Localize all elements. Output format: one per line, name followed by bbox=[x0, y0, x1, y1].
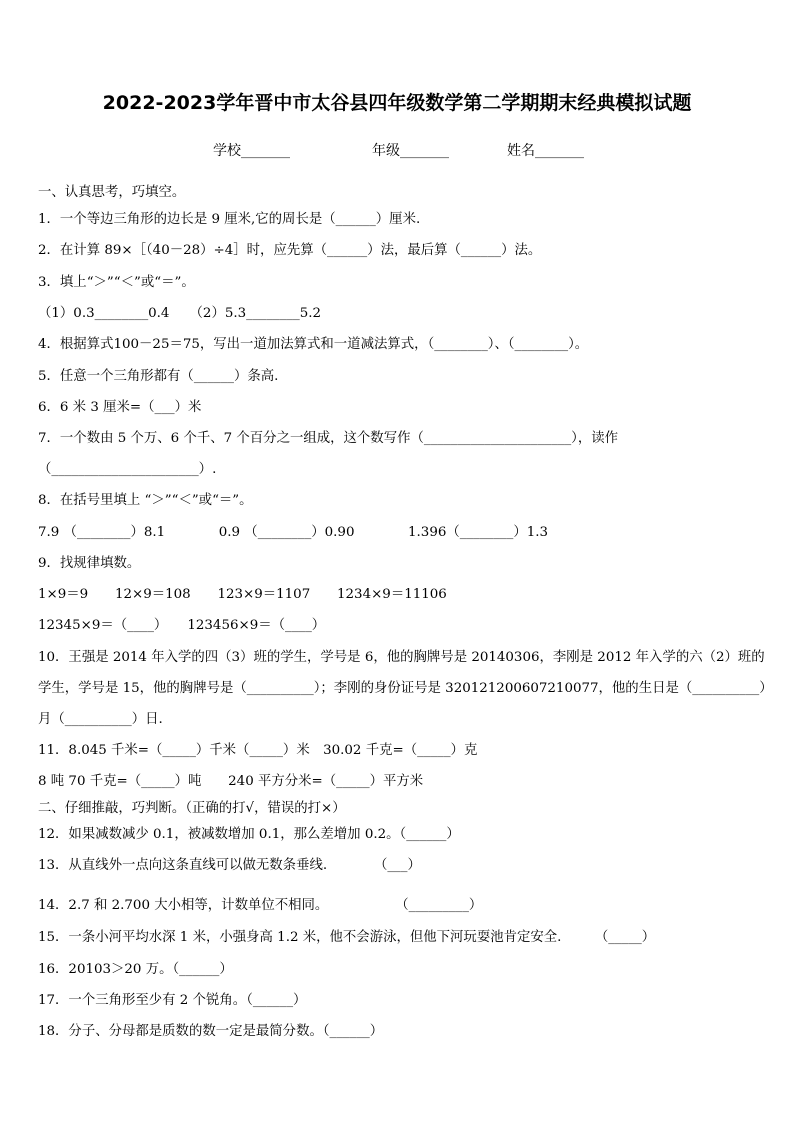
question-14: 14．2.7 和 2.700 大小相等，计数单位不相同。 （_________） bbox=[38, 898, 483, 913]
question-11: 11．8.045 千米=（_____）千米（_____）米 30.02 千克=（_____）克 bbox=[38, 743, 478, 758]
page-title: 2022-2023学年晋中市太谷县四年级数学第二学期期末经典模拟试题 bbox=[102, 92, 692, 114]
question-9-blanks: 12345×9＝（____） 123456×9＝（____） bbox=[38, 618, 326, 633]
question-7: 7．一个数由 5 个万、6 个千、7 个百分之一组成，这个数写作（______________________），读作 bbox=[38, 431, 619, 446]
question-8-items: 7.9 （________）8.1 0.9 （________）0.90 1.396（________）1.3 bbox=[38, 525, 549, 540]
question-11-cont: 8 吨 70 千克=（_____）吨 240 平方分米=（_____）平方米 bbox=[38, 774, 424, 789]
question-6: 6．6 米 3 厘米=（___）米 bbox=[38, 400, 202, 415]
question-3: 3．填上“＞”“＜”或“＝”。 bbox=[38, 275, 195, 290]
question-3-items: （1）0.3________0.4 （2）5.3________5.2 bbox=[38, 306, 321, 321]
question-1: 1．一个等边三角形的边长是 9 厘米,它的周长是（______）厘米. bbox=[38, 212, 421, 227]
question-18: 18．分子、分母都是质数的数一定是最简分数。（______） bbox=[38, 1024, 384, 1039]
question-9-pattern: 1×9＝9 12×9＝108 123×9＝1107 1234×9＝11106 bbox=[38, 587, 447, 602]
question-9: 9．找规律填数。 bbox=[38, 556, 141, 571]
question-10-end: 月（__________）日. bbox=[38, 712, 163, 727]
question-10-cont: 学生，学号是 15，他的胸牌号是（__________）；李刚的身份证号是 320121200607210077，他的生日是（__________） bbox=[38, 681, 773, 696]
question-17: 17．一个三角形至少有 2 个锐角。（______） bbox=[38, 993, 307, 1008]
question-4: 4．根据算式100－25＝75，写出一道加法算式和一道减法算式，（________）、（________）。 bbox=[38, 337, 589, 352]
question-13: 13．从直线外一点向这条直线可以做无数条垂线. （___） bbox=[38, 858, 421, 873]
section-title-judge: 二、仔细推敲，巧判断。（正确的打√，错误的打×） bbox=[38, 801, 346, 816]
question-7-cont: （______________________）. bbox=[38, 462, 217, 477]
question-8: 8．在括号里填上 “＞”“＜”或“＝”。 bbox=[38, 493, 253, 508]
name-field: 姓名_______ bbox=[507, 143, 584, 159]
question-2: 2．在计算 89×［（40－28）÷4］时，应先算（______）法，最后算（______）法。 bbox=[38, 243, 542, 258]
question-16: 16．20103＞20 万。（______） bbox=[38, 962, 233, 977]
question-5: 5．任意一个三角形都有（______）条高. bbox=[38, 369, 279, 384]
school-field: 学校_______ bbox=[213, 143, 290, 159]
grade-field: 年级_______ bbox=[372, 143, 449, 159]
question-12: 12．如果减数减少 0.1，被减数增加 0.1，那么差增加 0.2。（______） bbox=[38, 827, 460, 842]
question-10: 10．王强是 2014 年入学的四（3）班的学生，学号是 6，他的胸牌号是 20140306，李刚是 2012 年入学的六（2）班的 bbox=[38, 650, 765, 665]
question-15: 15．一条小河平均水深 1 米，小强身高 1.2 米，他不会游泳，但他下河玩耍池肯定安全. （_____） bbox=[38, 930, 656, 945]
section-title-fill: 一、认真思考，巧填空。 bbox=[38, 185, 186, 200]
